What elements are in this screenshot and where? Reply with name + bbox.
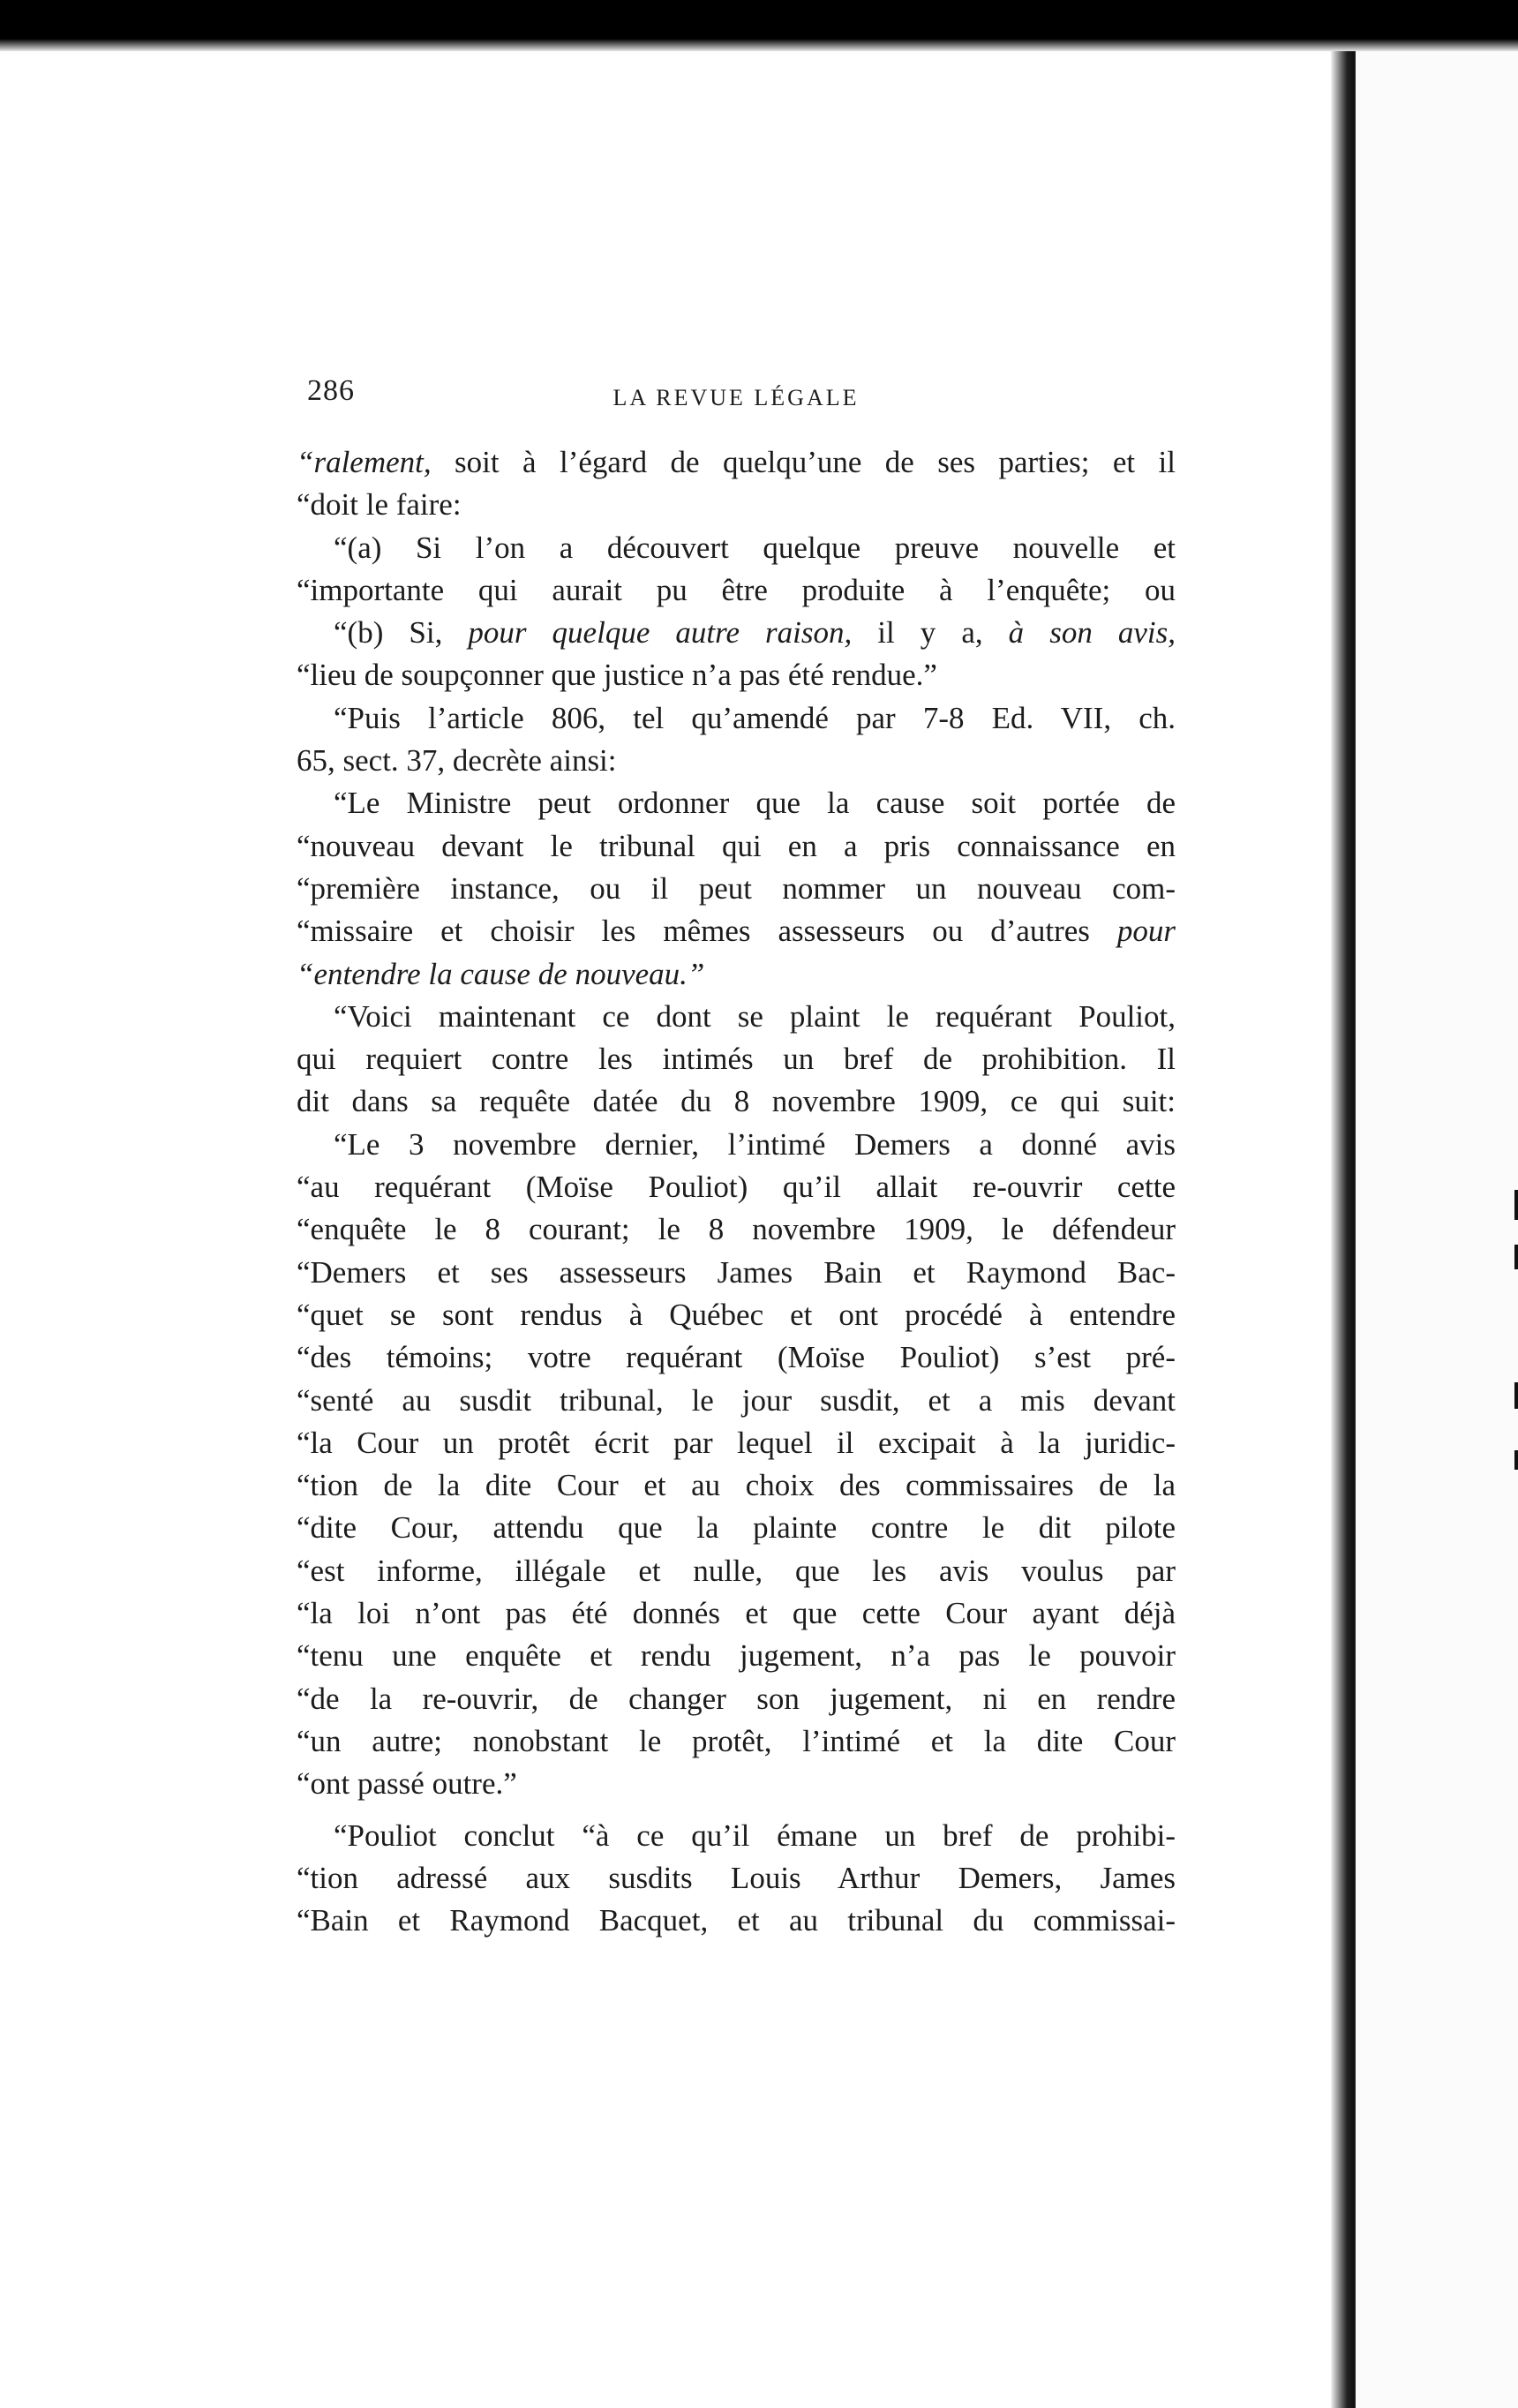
text-line: [297, 441, 1176, 484]
text-segment: “enquête le 8 courant; le 8 novembre 1909, le défendeur: [297, 1212, 1176, 1247]
text-line: [297, 1080, 1176, 1123]
text-line: [297, 697, 1176, 740]
text-segment: “Le 3 novembre dernier, l’intimé Demers a donné avis: [334, 1126, 1176, 1162]
adjacent-page-edge: [1354, 51, 1518, 2408]
running-head: LA REVUE LÉGALE: [612, 385, 860, 410]
text-segment: “doit le faire:: [297, 487, 462, 523]
text-line: [297, 1857, 1176, 1900]
text-segment: “la loi n’ont pas été donnés et que cette Cour ayant déjà: [297, 1596, 1176, 1631]
text-line: [297, 825, 1176, 868]
text-segment: pour: [1116, 914, 1176, 949]
text-line: [297, 953, 1176, 996]
scan-top-edge: [0, 0, 1518, 51]
text-segment: dit dans sa requête datée du 8 novembre 1909, ce qui suit:: [297, 1084, 1176, 1119]
text-segment: “ont passé outre.”: [297, 1766, 517, 1802]
text-line: [297, 996, 1176, 1038]
text-segment: “Le Ministre peut ordonner que la cause soit portée de: [334, 786, 1176, 821]
text-line: [297, 484, 1176, 526]
text-segment: “de la re-ouvrir, de changer son jugement, ni en rendre: [297, 1681, 1176, 1716]
text-line: [297, 782, 1176, 824]
text-segment: “la Cour un protêt écrit par lequel il excipait à la juridic-: [297, 1425, 1176, 1460]
body-text: [297, 441, 1176, 1942]
text-segment: “entendre la cause de nouveau.”: [297, 956, 705, 991]
text-segment: “est informe, illégale et nulle, que les avis voulus par: [297, 1553, 1176, 1588]
text-line: [297, 868, 1176, 910]
text-segment: il y a,: [852, 615, 1009, 651]
text-segment: “Voici maintenant ce dont se plaint le requérant Pouliot,: [334, 998, 1176, 1034]
text-line: [297, 612, 1176, 654]
text-line: [297, 1166, 1176, 1208]
text-segment: à son avis,: [1008, 615, 1176, 651]
text-line: [297, 1252, 1176, 1294]
text-segment: “Puis l’article 806, tel qu’amendé par 7-8 Ed. VII, ch.: [334, 700, 1176, 735]
text-line: [297, 1592, 1176, 1635]
text-segment: pour quelque autre raison,: [468, 615, 853, 651]
text-line: [297, 1550, 1176, 1592]
text-segment: “missaire et choisir les mêmes assesseurs ou d’autres: [297, 914, 1117, 949]
text-segment: “(b) Si,: [334, 615, 469, 651]
text-segment: “tion de la dite Cour et au choix des commissaires de la: [297, 1468, 1176, 1503]
text-line: [297, 1720, 1176, 1763]
text-line: [297, 1124, 1176, 1166]
text-line: [297, 1763, 1176, 1805]
text-segment: “Bain et Raymond Bacquet, et au tribunal du commissai-: [297, 1903, 1176, 1938]
book-gutter-shadow: [1331, 51, 1354, 2408]
text-line: [297, 1208, 1176, 1251]
text-segment: “importante qui aurait pu être produite à l’enquête; ou: [297, 572, 1176, 607]
text-line: [297, 1635, 1176, 1677]
text-segment: “des témoins; votre requérant (Moïse Pouliot) s’est pré-: [297, 1340, 1176, 1375]
text-line: [297, 527, 1176, 569]
text-line: [297, 569, 1176, 612]
text-segment: 65, sect. 37, decrète ainsi:: [297, 743, 617, 779]
text-line: [297, 910, 1176, 952]
text-line: [297, 1422, 1176, 1464]
text-segment: “senté au susdit tribunal, le jour susdit, et a mis devant: [297, 1382, 1176, 1418]
page-number: 286: [307, 374, 355, 407]
text-segment: “première instance, ou il peut nommer un nouveau com-: [297, 870, 1176, 906]
text-line: [297, 1900, 1176, 1942]
text-line: [297, 1815, 1176, 1857]
text-segment: “tion adressé aux susdits Louis Arthur Demers, James: [297, 1860, 1176, 1895]
text-segment: “ralement,: [297, 445, 432, 479]
text-segment: “un autre; nonobstant le protêt, l’intimé et la dite Cour: [297, 1723, 1176, 1758]
text-line: [297, 1038, 1176, 1080]
text-segment: “lieu de soupçonner que justice n’a pas été rendue.”: [297, 658, 937, 693]
text-line: [297, 1380, 1176, 1422]
text-line: [297, 1336, 1176, 1379]
text-segment: “tenu une enquête et rendu jugement, n’a pas le pouvoir: [297, 1638, 1176, 1674]
text-line: [297, 654, 1176, 696]
text-segment: “Pouliot conclut “à ce qu’il émane un bref de prohibi-: [334, 1817, 1176, 1853]
text-segment: soit à l’égard de quelqu’une de ses parties; et il: [431, 445, 1176, 479]
text-segment: qui requiert contre les intimés un bref de prohibition. Il: [297, 1042, 1176, 1077]
text-segment: “Demers et ses assesseurs James Bain et Raymond Bac-: [297, 1254, 1176, 1290]
text-segment: “au requérant (Moïse Pouliot) qu’il allait re-ouvrir cette: [297, 1170, 1176, 1205]
text-line: [297, 740, 1176, 782]
text-segment: “dite Cour, attendu que la plainte contre le dit pilote: [297, 1510, 1176, 1546]
text-segment: “quet se sont rendus à Québec et ont procédé à entendre: [297, 1297, 1176, 1332]
text-line: [297, 1507, 1176, 1549]
text-segment: “(a) Si l’on a découvert quelque preuve nouvelle et: [334, 530, 1176, 565]
text-line: [297, 1678, 1176, 1720]
text-segment: “nouveau devant le tribunal qui en a pris connaissance en: [297, 828, 1176, 863]
page-header: [297, 374, 1176, 418]
text-line: [297, 1294, 1176, 1336]
text-line: [297, 1464, 1176, 1507]
